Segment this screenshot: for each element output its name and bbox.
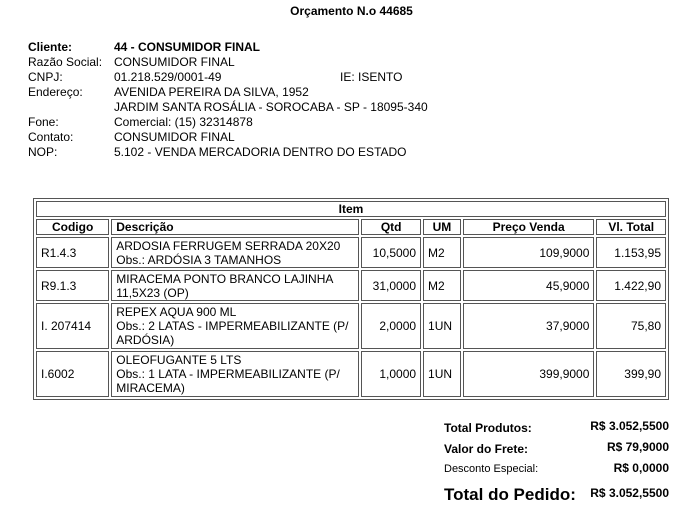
nop-value: 5.102 - VENDA MERCADORIA DENTRO DO ESTADO (114, 145, 407, 159)
desc-line: ARDOSIA FERRUGEM SERRADA 20X20 (116, 238, 341, 253)
table-row (36, 351, 666, 397)
table-title-row (36, 201, 666, 217)
cliente-label: Cliente: (28, 40, 73, 54)
row-qtd: 2,0000 (361, 303, 421, 349)
desc-line: MIRACEMA PONTO BRANCO LAJINHA (116, 271, 334, 286)
desconto-row (444, 460, 671, 482)
endereco-label: Endereço: (28, 85, 83, 99)
table-header-row (36, 219, 666, 235)
totals-block (444, 419, 671, 508)
row-codigo: I. 207414 (36, 303, 109, 349)
desc-line: OLEOFUGANTE 5 LTS (116, 353, 242, 367)
header-descricao: Descrição (111, 219, 359, 235)
endereco-line2: JARDIM SANTA ROSÁLIA - SOROCABA - SP - 18095-340 (114, 100, 428, 114)
row-qtd: 31,0000 (361, 270, 421, 301)
valor-frete-label: Valor do Frete: (444, 442, 529, 456)
document-title: Orçamento N.o 44685 (290, 4, 413, 18)
row-total: 399,90 (596, 351, 666, 397)
nop-label: NOP: (28, 145, 58, 159)
header-preco: Preço Venda (463, 219, 595, 235)
cnpj-number: 01.218.529/0001-49 (114, 70, 222, 84)
desc-line: ARDÓSIA) (116, 333, 175, 347)
row-descricao (111, 237, 359, 268)
items-table (33, 198, 669, 400)
row-total: 75,80 (596, 303, 666, 349)
header-total: Vl. Total (596, 219, 666, 235)
desc-line: Obs.: ARDÓSIA 3 TAMANHOS (116, 252, 282, 267)
row-total: 1.153,95 (596, 237, 666, 268)
row-descricao (111, 351, 359, 397)
table-row (36, 270, 666, 301)
table-row (36, 237, 666, 268)
row-preco: 45,9000 (463, 270, 595, 301)
total-pedido-label: Total do Pedido: (444, 485, 576, 504)
row-qtd: 10,5000 (361, 237, 421, 268)
total-pedido-value: R$ 3.052,5500 (590, 486, 669, 500)
cnpj-label: CNPJ: (28, 70, 63, 84)
row-codigo: R9.1.3 (36, 270, 109, 301)
row-descricao (111, 270, 359, 301)
total-produtos-value: R$ 3.052,5500 (590, 419, 669, 433)
table-title: Item (36, 201, 666, 217)
desc-line: REPEX AQUA 900 ML (116, 305, 237, 319)
header-qtd: Qtd (361, 219, 421, 235)
row-preco: 37,9000 (463, 303, 595, 349)
header-codigo: Codigo (36, 219, 109, 235)
row-um: 1UN (423, 351, 461, 397)
row-total: 1.422,90 (596, 270, 666, 301)
valor-frete-value: R$ 79,9000 (606, 440, 669, 454)
desconto-value: R$ 0,0000 (613, 461, 669, 475)
endereco-line1: AVENIDA PEREIRA DA SILVA, 1952 (114, 85, 309, 99)
row-codigo: I.6002 (36, 351, 109, 397)
row-preco: 109,9000 (463, 237, 595, 268)
row-preco: 399,9000 (463, 351, 595, 397)
razao-value: CONSUMIDOR FINAL (114, 55, 235, 69)
row-um: M2 (423, 270, 461, 301)
contato-value: CONSUMIDOR FINAL (114, 130, 235, 144)
header-um: UM (423, 219, 461, 235)
razao-label: Razão Social: (28, 55, 103, 69)
desc-line: Obs.: 2 LATAS - IMPERMEABILIZANTE (P/ (116, 319, 349, 333)
fone-label: Fone: (28, 115, 59, 129)
cnpj-value (114, 70, 403, 85)
row-codigo: R1.4.3 (36, 237, 109, 268)
row-qtd: 1,0000 (361, 351, 421, 397)
total-produtos-row (444, 419, 671, 440)
row-descricao (111, 303, 359, 349)
row-um: M2 (423, 237, 461, 268)
total-pedido-row (444, 482, 671, 508)
ie-value: IE: ISENTO (340, 70, 403, 84)
cliente-value: 44 - CONSUMIDOR FINAL (114, 40, 261, 54)
desconto-label: Desconto Especial: (444, 463, 539, 475)
row-um: 1UN (423, 303, 461, 349)
contato-label: Contato: (28, 130, 74, 144)
desc-line: 11,5X23 (OP) (116, 285, 189, 300)
total-produtos-label: Total Produtos: (444, 421, 532, 435)
desc-line: MIRACEMA) (116, 381, 185, 395)
valor-frete-row (444, 440, 671, 460)
table-row (36, 303, 666, 349)
desc-line: Obs.: 1 LATA - IMPERMEABILIZANTE (P/ (116, 367, 340, 381)
fone-value: Comercial: (15) 32314878 (114, 115, 253, 129)
